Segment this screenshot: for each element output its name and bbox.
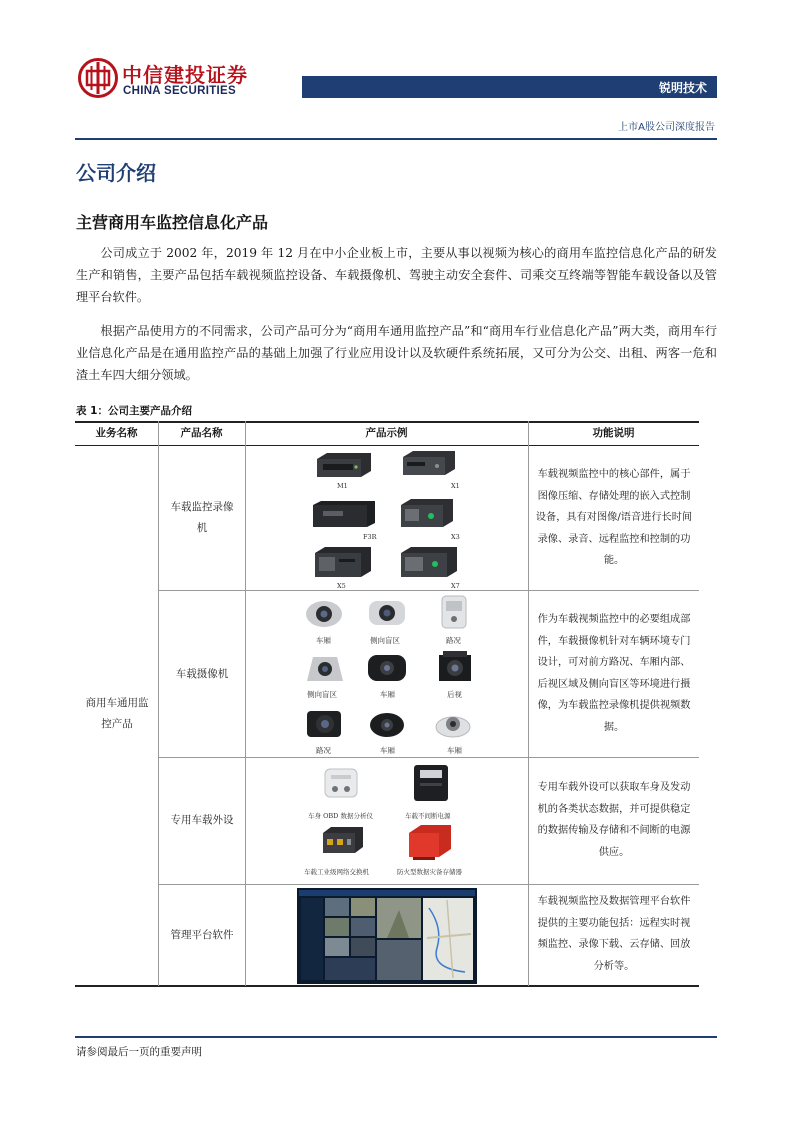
desc-camera: 作为车载视频监控中的必要组成部件，车载摄像机针对车辆环境专门设计，可对前方路况、车厢内部、后视区域及侧向盲区等环境进行摄像，为车载监控录像机提供视频数据。: [537, 614, 691, 733]
section-title: 公司介绍: [76, 161, 156, 185]
fireproof-storage-image: [405, 819, 455, 861]
table-header-example: 产品示例: [365, 427, 408, 439]
product-label: 车厢: [447, 746, 462, 755]
subsection-title: 主营商用车监控信息化产品: [76, 213, 269, 232]
desc-peripheral: 专用车载外设可以获取车身及发动机的各类状态数据，并可提供稳定的数据传输及存储和不间断的电源供应。: [537, 782, 691, 858]
product-label: 防火型数据灾备存储器: [397, 868, 462, 876]
body-paragraph: 根据产品使用方的不同需求，公司产品可分为“商用车通用监控产品”和“商用车行业信息化产品”两大类，商用车行业信息化产品是在通用监控产品的基础上加强了行业应用设计以及软硬件系统拓展，又可分为公交、出租、两客一危和渣土车四大细分领域。: [76, 324, 717, 382]
product-name-camera: 车载摄像机: [175, 668, 229, 680]
desc-platform: 车载视频监控及数据管理平台软件提供的主要功能包括：远程实时视频监控、录像下载、云存储、回放分析等。: [537, 896, 691, 972]
body-paragraph: 公司成立于 2002 年，2019 年 12 月在中小企业板上市，主要从事以视频为核心的商用车监控信息化产品的研发生产和销售，主要产品包括车载视频监控设备、车载摄像机、驾驶主动安全套件、司乘交互终端等智能车载设备以及管理平台软件。: [76, 246, 717, 304]
product-label: 侧向盲区: [370, 636, 400, 645]
camera-dome-2-image: [433, 709, 473, 739]
table-header-function: 功能说明: [592, 427, 635, 439]
recorder-f3r-image: [311, 499, 377, 529]
product-label: 后视: [447, 690, 462, 699]
desc-recorder: 车载视频监控中的核心部件，属于图像压缩、存储处理的嵌入式控制设备，具有对图像/语音进行长时间录像、录音、远程监控和控制的功能。: [535, 469, 693, 566]
business-name: 商用车通用监控产品: [85, 697, 149, 730]
report-type: 上市A股公司深度报告: [618, 122, 715, 133]
table-caption: 表 1：公司主要产品介绍: [76, 405, 192, 417]
camera-rear-image: [435, 649, 475, 685]
product-label: X3: [451, 533, 460, 541]
recorder-x5-image: [311, 545, 375, 579]
logo-chinese-text: 中信建投证券: [122, 63, 248, 87]
product-label: 路况: [316, 746, 331, 755]
product-label: X1: [451, 482, 460, 490]
camera-cabin-2-image: [365, 651, 409, 685]
table-header-rule: [75, 445, 699, 446]
product-label: 侧向盲区: [307, 690, 337, 699]
logo-english-text: CHINA SECURITIES: [123, 85, 236, 97]
logo: [78, 58, 268, 102]
china-securities-logo-icon: [78, 58, 118, 98]
footer-divider: [75, 1036, 717, 1038]
product-name-peripheral: 专用车载外设: [170, 814, 234, 826]
product-label: M1: [337, 482, 348, 490]
product-table: [75, 421, 699, 986]
product-label: 车厢: [316, 636, 331, 645]
camera-dome-image: [367, 709, 407, 739]
product-label: 车厢: [380, 690, 395, 699]
product-label: 车载工业级网络交换机: [304, 868, 369, 876]
camera-cabin-image: [303, 597, 345, 629]
network-switch-image: [319, 823, 365, 857]
header-category: 锐明技术: [658, 81, 707, 95]
camera-road-image: [439, 593, 469, 631]
header-bar: [302, 76, 717, 98]
obd-analyzer-image: [319, 763, 363, 803]
product-label: X7: [451, 582, 460, 590]
camera-blindspot-2-image: [303, 651, 347, 685]
header-divider: [75, 138, 717, 140]
recorder-m1-image: [313, 449, 375, 479]
product-name-recorder: 车载监控录像机: [170, 501, 234, 534]
product-label: 车身 OBD 数据分析仪: [308, 812, 373, 820]
product-label: X5: [337, 582, 346, 590]
table-header-product: 产品名称: [180, 427, 223, 439]
camera-road-2-image: [303, 707, 347, 741]
camera-blindspot-image: [365, 597, 409, 629]
product-name-platform: 管理平台软件: [170, 929, 234, 941]
product-label: F3R: [363, 533, 377, 541]
product-label: 路况: [446, 636, 461, 645]
ups-power-image: [409, 761, 453, 805]
platform-software-screenshot: [297, 888, 477, 984]
recorder-x1-image: [397, 449, 459, 477]
recorder-x7-image: [397, 545, 461, 579]
product-label: 车载不间断电源: [405, 812, 451, 820]
table-header-business: 业务名称: [95, 427, 138, 439]
product-label: 车厢: [380, 746, 395, 755]
recorder-x3-image: [397, 497, 457, 529]
table-bottom-rule: [75, 985, 699, 987]
footer-disclaimer: 请参阅最后一页的重要声明: [76, 1046, 202, 1058]
